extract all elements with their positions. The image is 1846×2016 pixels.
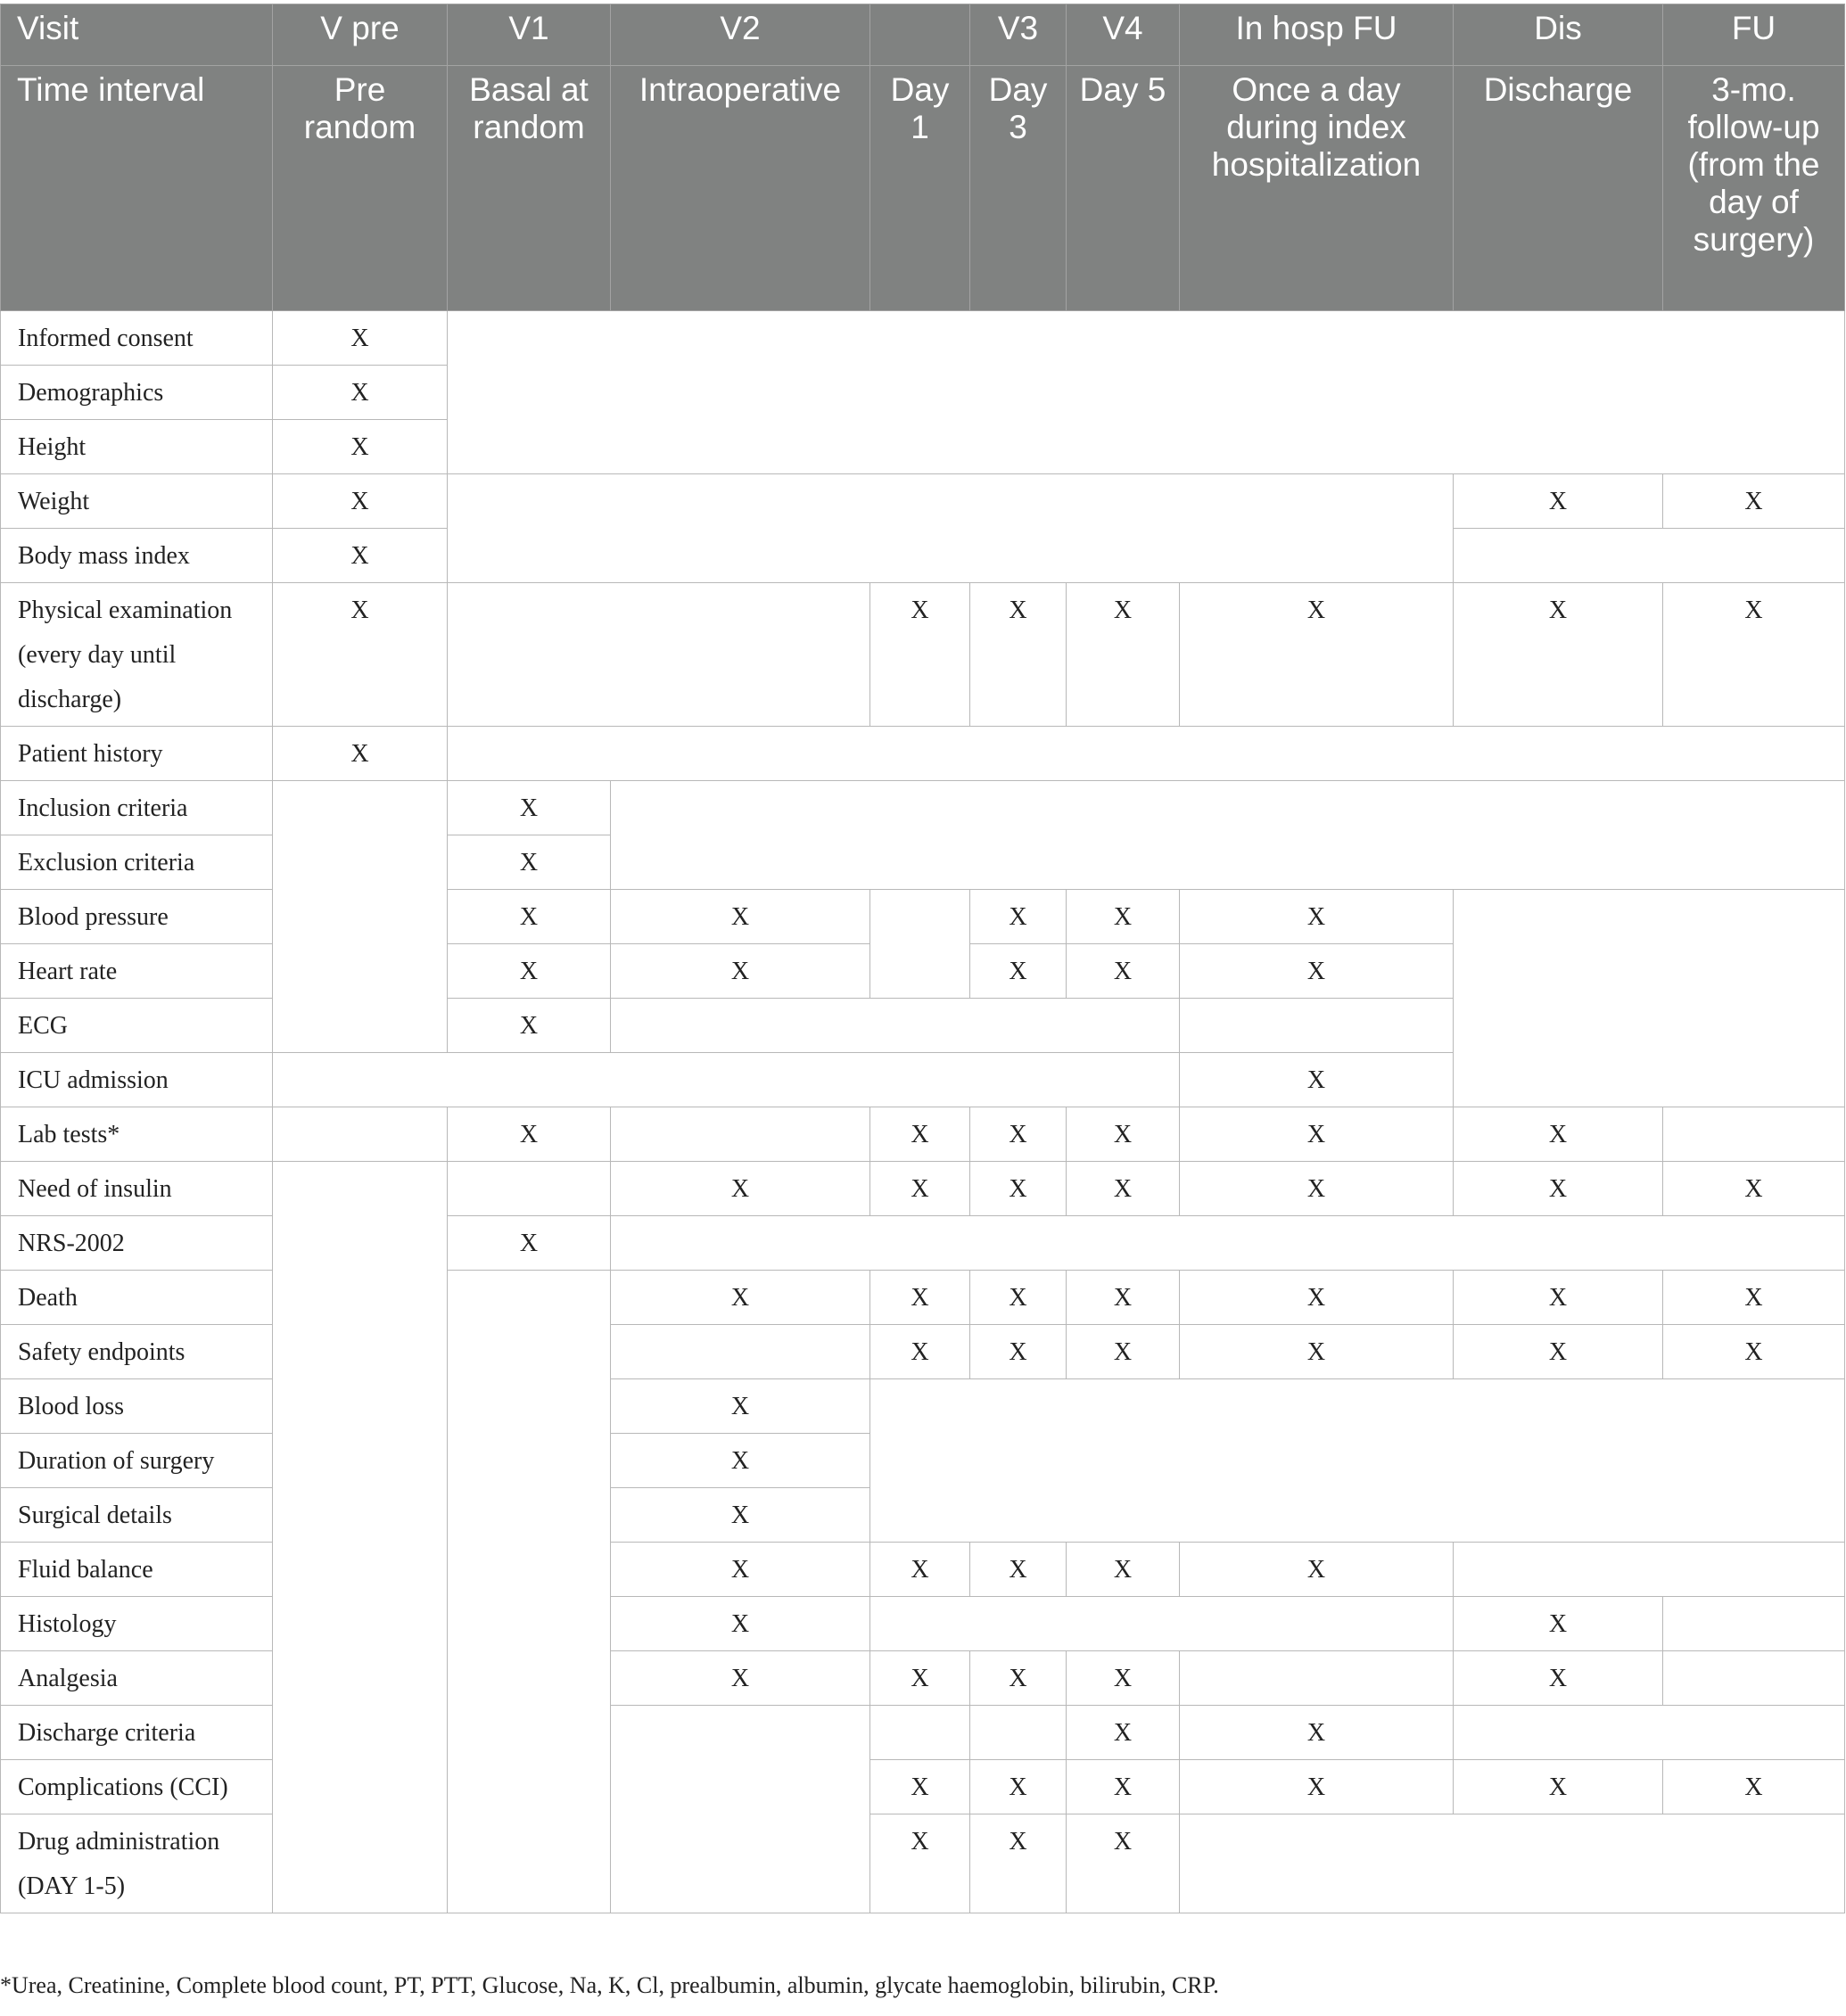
table-cell [970, 1706, 1067, 1760]
table-row [1, 727, 1845, 781]
row-label: Fluid balance [1, 1543, 273, 1597]
table-cell: X [1454, 1271, 1663, 1325]
header-cell: FU [1663, 4, 1845, 66]
header-cell: V1 [448, 4, 611, 66]
table-cell: X [1067, 583, 1180, 727]
table-cell: X [448, 944, 611, 999]
table-cell [1663, 1597, 1845, 1651]
table-cell [448, 1162, 611, 1216]
table-cell [1180, 1814, 1845, 1913]
table-cell: X [1663, 1325, 1845, 1379]
table-cell: X [1663, 1271, 1845, 1325]
row-label: Surgical details [1, 1488, 273, 1543]
table-cell [448, 474, 1454, 583]
row-label: Body mass index [1, 529, 273, 583]
header-cell: Day 3 [970, 66, 1067, 311]
table-cell [611, 1107, 870, 1162]
table-cell: X [1180, 1107, 1454, 1162]
table-cell: X [611, 1434, 870, 1488]
table-cell: X [611, 1488, 870, 1543]
table-cell: X [1454, 1325, 1663, 1379]
table-cell: X [611, 1543, 870, 1597]
table-cell: X [970, 1760, 1067, 1814]
table-cell: X [611, 944, 870, 999]
table-cell: X [1663, 1760, 1845, 1814]
table-cell: X [1454, 1107, 1663, 1162]
table-row [1, 311, 1845, 366]
table-cell [1663, 1107, 1845, 1162]
table-cell: X [970, 1271, 1067, 1325]
table-cell [1180, 1651, 1454, 1706]
table-cell [1663, 1651, 1845, 1706]
table-cell: X [448, 781, 611, 835]
table-cell: X [273, 311, 448, 366]
row-label: Physical examination (every day until discharge) [1, 583, 273, 727]
row-label: Patient history [1, 727, 273, 781]
table-cell: X [448, 835, 611, 890]
row-label: Demographics [1, 366, 273, 420]
table-cell: X [1180, 1325, 1454, 1379]
table-row [1, 781, 1845, 835]
table-cell: X [1067, 944, 1180, 999]
table-cell [1180, 999, 1454, 1053]
row-label: Drug administration (DAY 1-5) [1, 1814, 273, 1913]
table-cell: X [970, 583, 1067, 727]
table-cell: X [1180, 1760, 1454, 1814]
table-cell: X [870, 1760, 970, 1814]
header-cell: Once a day during index hospitalization [1180, 66, 1454, 311]
table-cell: X [1180, 1706, 1454, 1760]
row-label: Blood loss [1, 1379, 273, 1434]
table-cell: X [970, 944, 1067, 999]
table-row [1, 1107, 1845, 1162]
table-cell: X [273, 583, 448, 727]
table-cell: X [970, 1543, 1067, 1597]
table-cell: X [970, 1325, 1067, 1379]
table-cell: X [1067, 1543, 1180, 1597]
table-cell: X [448, 1216, 611, 1271]
header-cell: Discharge [1454, 66, 1663, 311]
row-label: Death [1, 1271, 273, 1325]
table-row [1, 474, 1845, 529]
row-label: ECG [1, 999, 273, 1053]
table-cell: X [970, 1814, 1067, 1913]
table-cell: X [1454, 1162, 1663, 1216]
row-label: Complications (CCI) [1, 1760, 273, 1814]
table-cell: X [611, 1379, 870, 1434]
header-cell: V2 [611, 4, 870, 66]
table-cell: X [273, 727, 448, 781]
row-label: Blood pressure [1, 890, 273, 944]
table-cell: X [1180, 1162, 1454, 1216]
row-label: Lab tests* [1, 1107, 273, 1162]
table-cell [611, 1216, 1845, 1271]
header-row-visit [1, 4, 1845, 66]
table-cell: X [870, 1162, 970, 1216]
table-cell [1454, 890, 1845, 1107]
table-cell: X [1067, 1760, 1180, 1814]
header-cell: Pre random [273, 66, 448, 311]
table-cell [611, 1325, 870, 1379]
table-cell: X [870, 1325, 970, 1379]
table-cell: X [1180, 944, 1454, 999]
table-cell [1454, 529, 1845, 583]
table-cell: X [448, 890, 611, 944]
table-cell [448, 311, 1845, 474]
table-cell: X [1454, 474, 1663, 529]
row-label: Inclusion criteria [1, 781, 273, 835]
table-cell: X [1454, 1651, 1663, 1706]
table-cell: X [1067, 1271, 1180, 1325]
row-label: Heart rate [1, 944, 273, 999]
header-cell: Intraoperative [611, 66, 870, 311]
table-cell [611, 781, 1845, 890]
table-cell: X [611, 1162, 870, 1216]
row-label: Informed consent [1, 311, 273, 366]
table-cell: X [1180, 890, 1454, 944]
row-label: Need of insulin [1, 1162, 273, 1216]
table-cell: X [1067, 1814, 1180, 1913]
table-cell: X [448, 1107, 611, 1162]
table-cell: X [273, 474, 448, 529]
table-cell [273, 1053, 1180, 1107]
table-cell: X [1454, 583, 1663, 727]
table-cell: X [1180, 583, 1454, 727]
row-label: Analgesia [1, 1651, 273, 1706]
row-label: ICU admission [1, 1053, 273, 1107]
table-cell: X [870, 1651, 970, 1706]
table-cell [870, 1706, 970, 1760]
header-cell: V4 [1067, 4, 1180, 66]
table-cell: X [870, 1107, 970, 1162]
header-cell: Day 5 [1067, 66, 1180, 311]
table-cell: X [273, 366, 448, 420]
table-cell [1454, 1706, 1845, 1760]
table-cell [273, 781, 448, 1053]
table-cell: X [1663, 474, 1845, 529]
table-cell: X [1180, 1271, 1454, 1325]
table-cell: X [448, 999, 611, 1053]
table-cell: X [611, 1271, 870, 1325]
table-cell: X [870, 1814, 970, 1913]
table-cell [1454, 1543, 1845, 1597]
header-cell: 3-mo. follow-up (from the day of surgery) [1663, 66, 1845, 311]
header-cell: Time interval [1, 66, 273, 311]
table-cell: X [1067, 1107, 1180, 1162]
table-footnote: *Urea, Creatinine, Complete blood count, PT, PTT, Glucose, Na, K, Cl, prealbumin, albumin, glycate haemoglobin, bilirubin, CRP. [0, 1972, 1219, 1998]
row-label: Safety endpoints [1, 1325, 273, 1379]
row-label: Discharge criteria [1, 1706, 273, 1760]
table-row [1, 1162, 1845, 1216]
row-label: Weight [1, 474, 273, 529]
table-cell: X [970, 1162, 1067, 1216]
table-cell: X [611, 890, 870, 944]
table-cell [611, 999, 1180, 1053]
row-label: Exclusion criteria [1, 835, 273, 890]
table-cell: X [1454, 1597, 1663, 1651]
row-label: NRS-2002 [1, 1216, 273, 1271]
table-cell: X [1663, 583, 1845, 727]
row-label: Duration of surgery [1, 1434, 273, 1488]
table-cell: X [970, 1107, 1067, 1162]
table-cell: X [611, 1651, 870, 1706]
table-cell: X [870, 583, 970, 727]
table-cell: X [1067, 890, 1180, 944]
table-cell [273, 1162, 448, 1913]
header-cell: V3 [970, 4, 1067, 66]
table-cell [870, 1379, 1845, 1543]
table-cell: X [1067, 1162, 1180, 1216]
header-row-time-interval [1, 66, 1845, 311]
table-cell: X [1067, 1651, 1180, 1706]
table-row [1, 583, 1845, 727]
header-cell: In hosp FU [1180, 4, 1454, 66]
table-cell [448, 1271, 611, 1913]
header-cell: V pre [273, 4, 448, 66]
table-cell [870, 1597, 1454, 1651]
table-cell: X [1067, 1325, 1180, 1379]
table-cell: X [1067, 1706, 1180, 1760]
table-cell: X [870, 1271, 970, 1325]
table-cell: X [1180, 1053, 1454, 1107]
table-cell: X [611, 1597, 870, 1651]
table-cell [870, 890, 970, 999]
table-cell [448, 583, 870, 727]
row-label: Height [1, 420, 273, 474]
table-cell: X [1663, 1162, 1845, 1216]
header-cell: Day 1 [870, 66, 970, 311]
table-cell: X [273, 420, 448, 474]
table-cell: X [273, 529, 448, 583]
table-cell: X [1454, 1760, 1663, 1814]
table-cell [611, 1706, 870, 1913]
row-label: Histology [1, 1597, 273, 1651]
header-cell: Dis [1454, 4, 1663, 66]
table-cell: X [970, 890, 1067, 944]
table-cell: X [1180, 1543, 1454, 1597]
header-cell [870, 4, 970, 66]
visit-schedule-table [0, 4, 1845, 1913]
header-cell: Basal at random [448, 66, 611, 311]
header-cell: Visit [1, 4, 273, 66]
table-cell: X [870, 1543, 970, 1597]
table-cell [448, 727, 1845, 781]
table-cell: X [970, 1651, 1067, 1706]
table-cell [273, 1107, 448, 1162]
